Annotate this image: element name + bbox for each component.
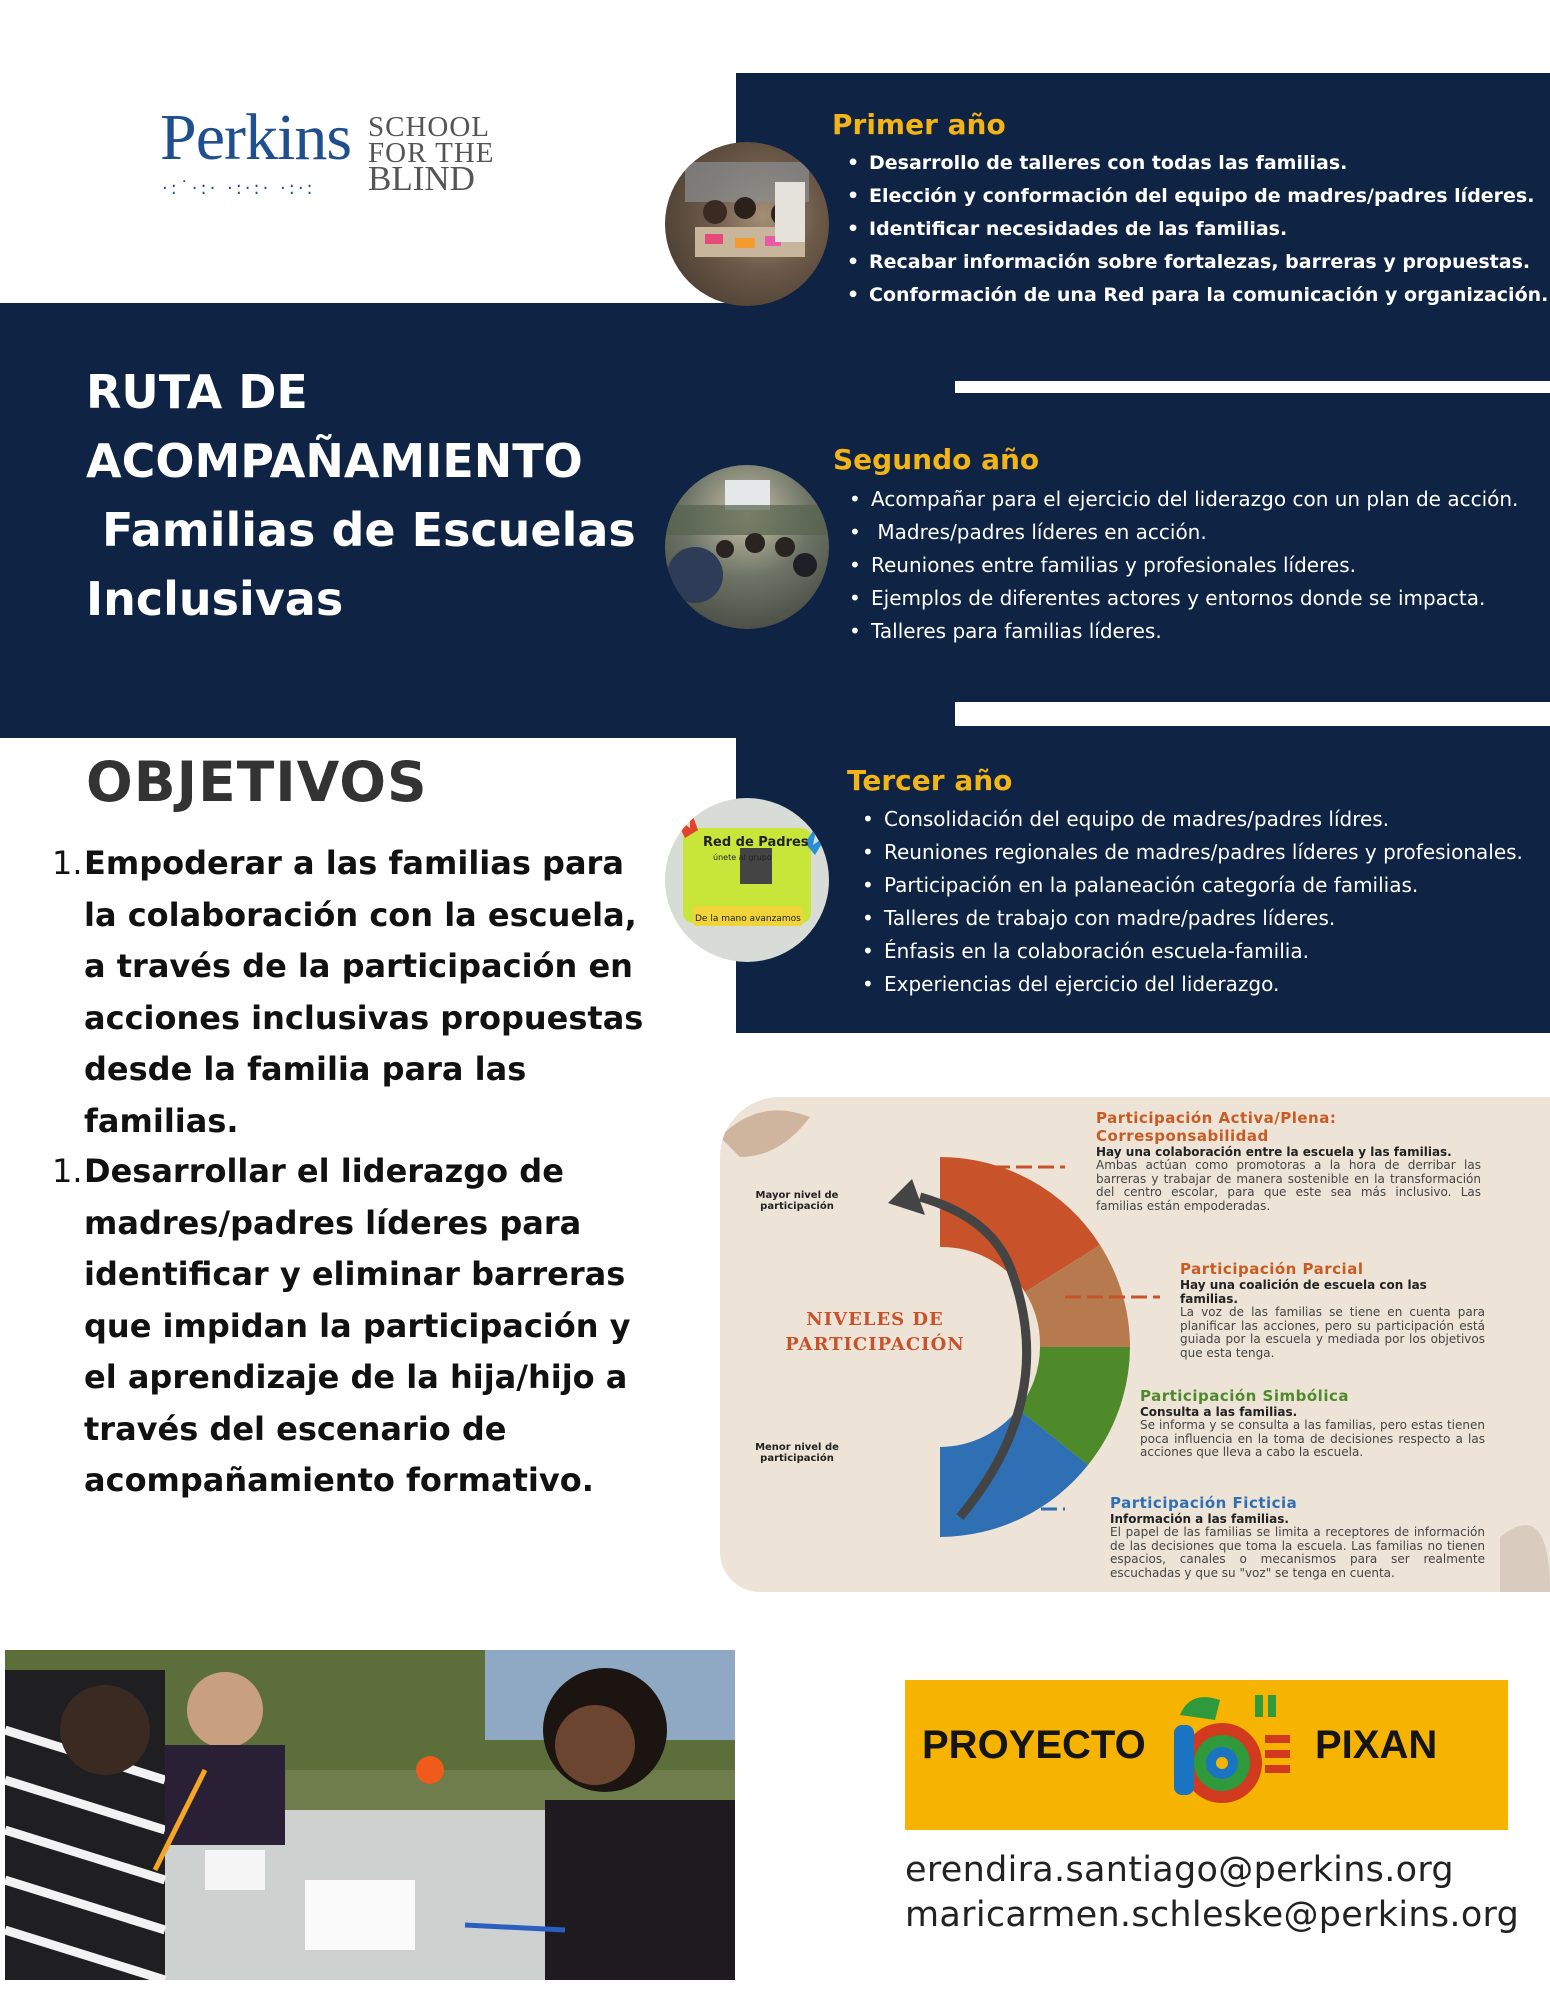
- logo-wordmark: Perkins: [160, 101, 351, 174]
- level-activa: [1096, 1109, 1481, 1213]
- sign-illustration: [665, 798, 829, 962]
- objective-text: Empoderar a las familias para la colaboración con la escuela, a través de la participación en acciones inclusivas propuestas desde la familia para las familias.: [84, 844, 644, 1140]
- objective-number: 1.: [52, 844, 83, 882]
- center-title-line: PARTICIPACIÓN: [785, 1334, 965, 1355]
- logo-tagline-line: SCHOOL: [368, 111, 491, 143]
- braille-pattern: ·:˙·:· ·:·:· ·:·:: [162, 178, 316, 199]
- participation-levels-infographic: [720, 1097, 1550, 1592]
- objective-item: [52, 838, 672, 1140]
- page-title: [86, 358, 636, 634]
- level-subtitle: Hay una coalición de escuela con las familias.: [1180, 1278, 1427, 1306]
- level-subtitle: Consulta a las familias.: [1140, 1405, 1298, 1419]
- infographic-center-title: [775, 1307, 975, 1357]
- level-subtitle: Hay una colaboración entre la escuela y las familias.: [1096, 1145, 1452, 1159]
- objective-text: Desarrollar el liderazgo de madres/padres líderes para identificar y eliminar barreras que impidan la participación y el aprendizaje de la hija/hijo a través del escenario de acompañamiento formativo.: [84, 1152, 631, 1499]
- list-item: • Acompañar para el ejercicio del liderazgo con un plan de acción.: [849, 483, 1518, 516]
- list-item: • Consolidación del equipo de madres/padres lídres.: [862, 803, 1523, 836]
- email-link[interactable]: erendira.santiago@perkins.org: [905, 1850, 1454, 1890]
- level-title: Participación Ficticia: [1110, 1494, 1298, 1512]
- pixan-left-word: PROYECTO: [922, 1723, 1146, 1767]
- list-item: • Reuniones entre familias y profesionales líderes.: [849, 549, 1518, 582]
- label-line: Mayor nivel de: [755, 1190, 839, 1201]
- list-item: • Talleres para familias líderes.: [849, 615, 1518, 648]
- workshop-photo-illustration: [5, 1650, 735, 1980]
- year-2-title: Segundo año: [833, 443, 1040, 476]
- pixan-right-word: PIXAN: [1315, 1723, 1438, 1767]
- page-title-line: Familias de Escuelas: [86, 503, 636, 557]
- level-title: Participación Activa/Plena:: [1096, 1109, 1337, 1127]
- page-title-line: ACOMPAÑAMIENTO: [86, 434, 583, 488]
- sign-text-2: únete al grupo: [713, 853, 772, 862]
- list-item: • Recabar información sobre fortalezas, barreras y propuestas.: [847, 246, 1548, 279]
- center-title-line: NIVELES DE: [806, 1309, 944, 1330]
- logo-tagline: [368, 111, 495, 198]
- list-item: • Identificar necesidades de las familias.: [847, 213, 1548, 246]
- list-item: • Madres/padres líderes en acción.: [849, 516, 1518, 549]
- objective-number: 1.: [52, 1152, 83, 1190]
- level-title: Corresponsabilidad: [1096, 1127, 1269, 1145]
- level-title: Participación Parcial: [1180, 1260, 1364, 1278]
- list-item: • Conformación de una Red para la comunicación y organización.: [847, 279, 1548, 312]
- level-parcial: [1180, 1260, 1485, 1360]
- list-item: • Desarrollo de talleres con todas las familias.: [847, 147, 1548, 180]
- objective-item: [52, 1146, 672, 1516]
- workshop-photo: [5, 1650, 735, 1980]
- separator-bar: [955, 702, 1550, 726]
- separator-bar: [955, 381, 1550, 393]
- infographic-bottom-label: [742, 1442, 852, 1464]
- logo-tagline-line: BLIND: [368, 159, 475, 198]
- list-item: • Reuniones regionales de madres/padres líderes y profesionales.: [862, 836, 1523, 869]
- label-line: participación: [760, 1453, 834, 1464]
- pixan-serpent-icon: [1160, 1685, 1295, 1825]
- level-description: Se informa y se consulta a las familias, pero estas tienen poca influencia en la toma de decisiones respecto a las acciones que lleva a cabo la escuela.: [1140, 1418, 1485, 1459]
- list-item: • Participación en la palaneación categoría de familias.: [862, 869, 1523, 902]
- year-1-title: Primer año: [832, 108, 1006, 141]
- level-description: Ambas actúan como promotoras a la hora de derribar las barreras y trabajar de manera sostenible en la transformación del centro escolar, para que este sea más inclusivo. Las familias están empoderadas.: [1096, 1158, 1481, 1213]
- sign-text-1: Red de Padres: [703, 835, 809, 850]
- page-title-line: RUTA DE: [86, 365, 308, 419]
- photo-workshop-1: [665, 142, 829, 306]
- objetivos-title: OBJETIVOS: [86, 750, 428, 814]
- level-subtitle: Información a las familias.: [1110, 1512, 1289, 1526]
- photo-red-de-padres-sign: [665, 798, 829, 962]
- level-simbolica: [1140, 1387, 1485, 1460]
- level-ficticia: [1110, 1494, 1485, 1580]
- logo-tagline-line: FOR THE: [368, 137, 495, 169]
- level-description: La voz de las familias se tiene en cuenta para planificar las acciones, pero su participación está guiada por la escuela y mediada por los objetivos que esta tenga.: [1180, 1305, 1485, 1360]
- list-item: • Ejemplos de diferentes actores y entornos donde se impacta.: [849, 582, 1518, 615]
- year-1-list: [847, 147, 1548, 312]
- list-item: • Elección y conformación del equipo de madres/padres líderes.: [847, 180, 1548, 213]
- photo-workshop-1-illustration: [665, 142, 829, 306]
- proyecto-pixan-logo: [905, 1680, 1508, 1830]
- label-line: participación: [760, 1201, 834, 1212]
- list-item: • Talleres de trabajo con madre/padres líderes.: [862, 902, 1523, 935]
- perkins-logo: [0, 0, 520, 260]
- list-item: • Experiencias del ejercicio del liderazgo.: [862, 968, 1523, 1001]
- page-title-line: Inclusivas: [86, 572, 344, 626]
- photo-meeting-illustration: [665, 465, 829, 629]
- year-2-list: [849, 483, 1518, 648]
- list-item: • Énfasis en la colaboración escuela-familia.: [862, 935, 1523, 968]
- level-title: Participación Simbólica: [1140, 1387, 1349, 1405]
- year-3-title: Tercer año: [847, 764, 1013, 797]
- photo-meeting-circle: [665, 465, 829, 629]
- year-3-list: [862, 803, 1523, 1001]
- label-line: Menor nivel de: [755, 1442, 839, 1453]
- sign-text-3: De la mano avanzamos: [695, 914, 801, 924]
- level-description: El papel de las familias se limita a receptores de información de las decisiones que toma la escuela. Las familias no tienen espacios, canales o mecanismos para ser realmente escuchadas y que su "voz" se tenga en cuenta.: [1110, 1525, 1485, 1580]
- email-link[interactable]: maricarmen.schleske@perkins.org: [905, 1895, 1520, 1935]
- infographic-top-label: [742, 1190, 852, 1212]
